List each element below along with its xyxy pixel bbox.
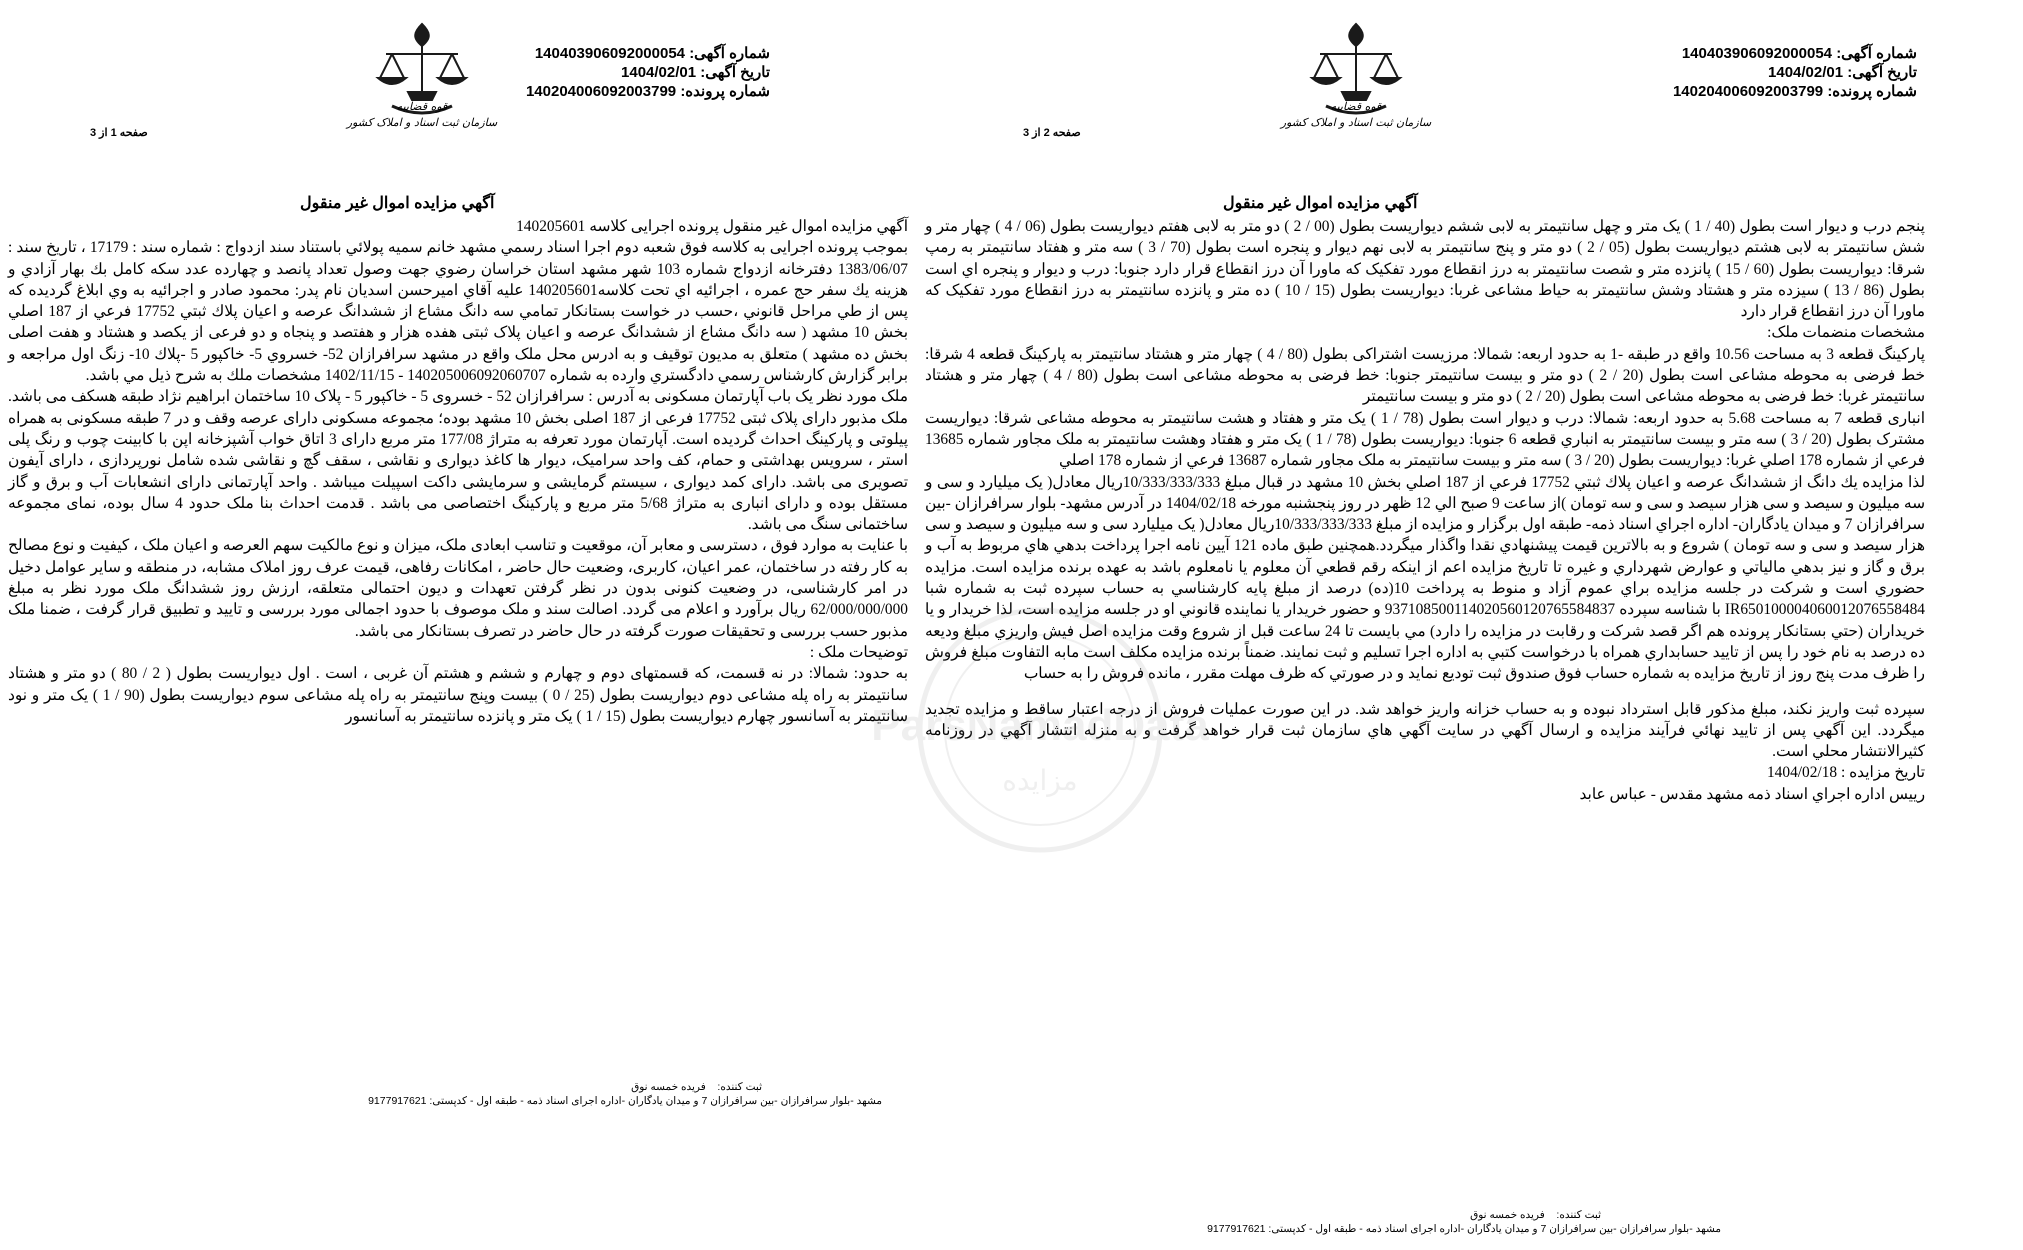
page-footer xyxy=(1001,1208,1721,1236)
footer-address: مشهد -بلوار سرافرازان -بین سرافرازان 7 و میدان یادگاران -اداره اجرای اسناد ذمه - طبقه اول - کدپستی: 9177917621 xyxy=(1207,1223,1721,1235)
paragraph: سپرده ثبت واريز نكند، مبلغ مذكور قابل استرداد نبوده و به حساب خزانه واريز خواهد شد. در اين صورت عمليات فروش از درجه اعتبار ساقط و مزايده تجديد ميگردد. اين آگهي پس از تاييد نهائي فرآيند مزايده و ارسال آگهي در سايت آگهي هاي سازمان ثبت قرار خواهد گرفت و به منزله انتشار آگهي در روزنامه كثيرالانتشار محلي است. xyxy=(925,700,1925,761)
signer-label: ثبت کننده: xyxy=(717,1081,762,1093)
signer-name: فریده خمسه نوق xyxy=(631,1081,706,1093)
page-title: آگهي مزايده اموال غير منقول xyxy=(300,195,495,212)
notice-date: 1404/02/01 xyxy=(1768,64,1844,81)
paragraph: مشخصات منضمات ملک: xyxy=(1767,324,1925,342)
paragraph: توضيحات ملک : xyxy=(809,643,908,661)
paragraph: لذا مزايده يك دانگ از ششدانگ عرصه و اعيان پلاك ثبتي 17752 فرعي از 187 اصلي بخش 10 مشهد در قبال مبلغ 10/333/333/333ريال معادل( يک ميليارد و سی و سه ميليون و سيصد و سی هزار سيصد و سی و سه تومان )از ساعت 9 صبح الي 12 ظهر در روز پنجشنبه مورخه 1404/02/18 در آدرس مشهد- بلوار سرافرازان -بين سرافرازان 7 و ميدان يادگاران- اداره اجراي اسناد ذمه- طبقه اول برگزار و مزايده از مبلغ 10/333/333/333ريال معادل( يک ميليارد سی و سه ميليون و سيصد و سی هزار سيصد و سی و سه تومان ) شروع و به بالاترين قيمت پيشنهادي نقدا واگذار ميگردد.همچنين طبق ماده 121 آيين نامه اجرا پرداخت بدهي هاي مربوط به آب و برق و گاز و نيز بدهي مالياتي و عوارض شهرداري و غيره تا تاريخ مزايده اعم از اينكه رقم قطعي آن معلوم يا نامعلوم باشد به عهده برنده مزايده است. مزايده حضوري است و شركت در جلسه مزايده براي عموم آزاد و منوط به پرداخت 10(ده) درصد از مبلغ پايه كارشناسي به حساب سپرده ثبت به شماره شبا IR650100004060012076558484 با شناسه سپرده 937108500114020560120765584837 و حضور خريدار يا نماينده قانوني او در جلسه مزايده است، لذا خريدار و يا خريداران (حتي بستانكار پرونده هم اگر قصد شركت و رقابت در مزايده را دارد) مي بايست تا 24 ساعت قبل از شروع وقت مزايده اصل فيش واريزي مبلغ وديعه ده درصد به نام خود را پس از تاييد حسابداري همراه با درخواست كتبي به اداره اجرا تسليم و ثبت نمايند. ضمناً برنده مزايده مكلف است مابه التفاوت مبلغ فروش را ظرف مدت پنج روز از تاريخ مزايده به شماره حساب فوق صندوق ثبت توديع نمايد و در صورتي كه ظرف مهلت مقرر ، مانده فروش را به حساب xyxy=(925,473,1926,683)
document-page-1 xyxy=(0,0,1010,1250)
paragraph: آگهي مزايده اموال غير منقول پرونده اجرایی كلاسه 140205601 xyxy=(516,218,908,235)
signer-name: فریده خمسه نوق xyxy=(1470,1209,1545,1221)
emblem-org-bottom: سازمان ثبت اسناد و املاک کشور xyxy=(1280,116,1432,129)
page-title: آگهي مزايده اموال غير منقول xyxy=(1223,195,1418,212)
signer-label: ثبت کننده: xyxy=(1556,1209,1601,1221)
paragraph: ملک مورد نظر یک باب آپارتمان مسکونی به آدرس : سرافرازان 52 - خسروی 5 - خاکپور 5 - پلاک 10 ساختمان ابراهیم نژاد طبقه هسکف می باشد. ملک مذبور دارای پلاک ثبتی 17752 فرعی از 187 اصلی بخش 10 مشهد بوده؛ مجموعه مسکونی دارای عرصه وقف و در 7 طبقه مسکونی به همراه پیلوتی و پارکینگ احداث گردیده است. آپارتمان مورد تعرفه به متراژ 177/08 متر مربع دارای 3 اتاق خواب آشپزخانه اپن با کابینت چوب و رنگ پلی استر ، سرویس بهداشتی و حمام، کف واحد سرامیک، دیوار ها کاغذ دیواری و نقاشی ، سقف گچ و نقاشی شده شامل نورپردازی ، دارای آیفون تصویری می باشد. دارای کمد دیواری ، سیستم گرمایشی و سرمایشی داکت اسپیلت میباشد . واحد آپارتمانی دارای انشعابات آب و برق و گاز مستقل بوده و دارای انباری به متراژ 5/68 متر مربع و پارکینگ اختصاصی می باشد . قدمت احداث بنا ملک حدود 4 سال بوده، نمای مجموعه ساختمانی سنگ می باشد. xyxy=(8,388,908,534)
document-body xyxy=(8,216,908,727)
case-number: 140204006092003799 xyxy=(1672,83,1824,100)
notice-date-label: تاریخ آگهی: xyxy=(1847,64,1917,81)
paragraph: پنجم درب و دیوار است بطول (40 / 1 ) یک متر و چهل سانتیمتر به لابی ششم دیواریست بطول (00 / 2 ) دو متر به لابی هفتم دیواریست بطول (06 / 4 ) چهار متر و شش سانتیمتر به لابی هشتم دیواریست بطول (05 / 2 ) دو متر و پنج سانتیمتر به لابی نهم دیوار و پنجره است بطول (70 / 3 ) سه متر و هفتاد سانتیمتر به رمپ شرقا: دیواریست بطول (60 / 15 ) پانزده متر و شصت سانتیمتر به درز انقطاع مورد تفکیک که ماورا آن درز انقطاع قرار دارد جنوبا: درب و دیوار و پنجره اي است بطول (86 / 13 ) سیزده متر و هشتاد وشش سانتیمتر به حیاط مشاعی غربا: دیواریست بطول (15 / 10 ) ده متر و پانزده سانتیمتر به درز انقطاع مورد تفکیک که ماورا آن درز انقطاع قرار دارد xyxy=(925,218,1925,321)
paragraph: پارکینگ قطعه 3 به مساحت 10.56 واقع در طبقه -1 به حدود اربعه: شمالا: مرزیست اشتراکی بطول (80 / 4 ) چهار متر و هشتاد سانتیمتر به پارکینگ قطعه 4 شرقا: خط فرضی به محوطه مشاعی است بطول (20 / 2 ) دو متر و بیست سانتیمتر جنوبا: خط فرضی به محوطه مشاعی است بطول (80 / 4 ) چهار متر و هشتاد سانتیمتر غربا: خط فرضی به محوطه مشاعی است بطول (20 / 2 ) دو متر و بیست سانتیمتر xyxy=(925,345,1926,406)
notice-number: 140403906092000054 xyxy=(534,45,686,62)
paragraph: بموجب پرونده اجرایی به كلاسه فوق شعبه دوم اجرا اسناد رسمي مشهد خانم سميه پولائي باستناد سند ازدواج : شماره سند : 17179 ، تاريخ سند : 1383/06/07 دفترخانه ازدواج شماره 103 شهر مشهد استان خراسان رضوي جهت وصول تعداد پانصد و چهارده عدد سكه كامل بك بهار آزادي و هزينه يك سفر حج عمره ، اجرائيه اي تحت كلاسه140205601 عليه آقاي اميرحسن اسديان نام پدر: محمود صادر و اجرائيه به وي ابلاغ گرديده كه پس از طي مراحل قانوني ،حسب در خواست بستانكار تمامي سه دانگ مشاع از ششدانگ عرصه و اعيان پلاك ثبتي 17752 فرعي از 187 اصلي بخش 10 مشهد ( سه دانگ مشاع از ششدانگ عرصه و اعيان پلاک ثبتی هفده هزار و هفتصد و پنجاه و دو فرعی از یکصد و هشتاد و هفت اصلی بخش ده مشهد ) متعلق به مديون توقيف و به ادرس محل ملک واقع در مشهد سرافرازان 52- خسروي 5- خاكپور 5 -پلاك 10- زنگ اول مراجعه و برابر گزارش كارشناس رسمي دادگستري وارده به شماره 140205006092060707 - 1402/11/15 مشخصات ملك به شرح ذيل مي باشد. xyxy=(8,239,908,385)
emblem-org-top: قوه قضاییه xyxy=(1330,100,1382,113)
document-body xyxy=(925,216,1925,805)
case-number-label: شماره پرونده: xyxy=(680,83,770,100)
page-number: صفحه 1 از 3 xyxy=(90,127,148,139)
notice-number-label: شماره آگهی: xyxy=(689,45,770,62)
paragraph: با عنایت به موارد فوق ، دسترسی و معابر آن، موقعیت و تناسب ابعادی ملک، میزان و نوع مالکیت سهم العرصه و اعیان ملک ، کیفیت و نوع مصالح به کار رفته در ساختمان، عمر اعیان، کاربری، وضعیت حال حاضر ، امکانات رفاهی، قیمت عرف روز املاک مشابه، در منطقه و سایر عوامل دخیل در امر کارشناسی، در وضعیت کنونی بدون در نظر گرفتن تعهدات و دیون احتمالی متعلقه، ارزش روز ششدانگ ملک مورد نظر به مبلغ 62/000/000/000 ریال برآورد و اعلام می گردد. اصالت سند و ملک موصوف با حدود اجمالی مورد بررسی و تایید و تطبیق قرار گرفت ، ضمنا ملک مذبور حسب بررسی و تحقیقات صورت گرفته در حال حاضر در تصرف بستانکار می باشد. xyxy=(8,537,908,640)
case-number-label: شماره پرونده: xyxy=(1827,83,1917,100)
document-page-2 xyxy=(925,0,2023,1250)
notice-number-label: شماره آگهی: xyxy=(1836,45,1917,62)
watermark-subtext: مزایده xyxy=(1002,764,1078,797)
watermark-text: ParsNamadData xyxy=(871,701,1209,750)
footer-address: مشهد -بلوار سرافرازان -بین سرافرازان 7 و میدان یادگاران -اداره اجرای اسناد ذمه - طبقه اول - کدپستی: 9177917621 xyxy=(368,1095,882,1107)
notice-date: 1404/02/01 xyxy=(621,64,697,81)
paragraph: انباری قطعه 7 به مساحت 5.68 به حدود اربعه: شمالا: درب و دیوار است بطول (78 / 1 ) یک متر و هفتاد و هشت سانتیمتر به محوطه مشاعی شرقا: دیواریست مشترک بطول (20 / 3 ) سه متر و بیست سانتیمتر به انباري قطعه 6 جنوبا: دیواریست بطول (78 / 1 ) یک متر و هفتاد وهشت سانتیمتر به ملک مجاور شماره 13685 فرعي از شماره 178 اصلي غربا: دیواریست بطول (20 / 3 ) سه متر و بیست سانتیمتر به ملک مجاور شماره 13687 فرعي از شماره 178 اصلي xyxy=(925,409,1925,470)
paragraph: رييس اداره اجراي اسناد ذمه مشهد مقدس - عباس عابد xyxy=(1579,785,1925,803)
notice-date-label: تاریخ آگهی: xyxy=(700,64,770,81)
paragraph: به حدود: شمالا: در نه قسمت، که قسمتهای دوم و چهارم و ششم و هشتم آن غربی ، است . اول دیواریست بطول ( 2 / 80 ) دو متر و هشتاد سانتیمتر به راه پله مشاعی دوم دیواریست بطول (25 / 0 ) بیست وپنج سانتیمتر به راه پله مشاعی سوم دیواریست بطول (90 / 1 ) یک متر و نود سانتیمتر به آسانسور چهارم دیواریست بطول (15 / 1 ) یک متر و پانزده سانتیمتر به آسانسور xyxy=(8,665,908,725)
page-footer xyxy=(172,1080,882,1108)
emblem-org-top: قوه قضاییه xyxy=(396,100,448,113)
emblem-org-bottom: سازمان ثبت اسناد و املاک کشور xyxy=(346,116,498,129)
paragraph: تاريخ مزايده : 1404/02/18 xyxy=(1766,764,1925,782)
notice-metadata xyxy=(1673,44,1917,101)
notice-number: 140403906092000054 xyxy=(1681,45,1833,62)
page-number: صفحه 2 از 3 xyxy=(1023,127,1081,139)
case-number: 140204006092003799 xyxy=(525,83,677,100)
notice-metadata xyxy=(526,44,770,101)
